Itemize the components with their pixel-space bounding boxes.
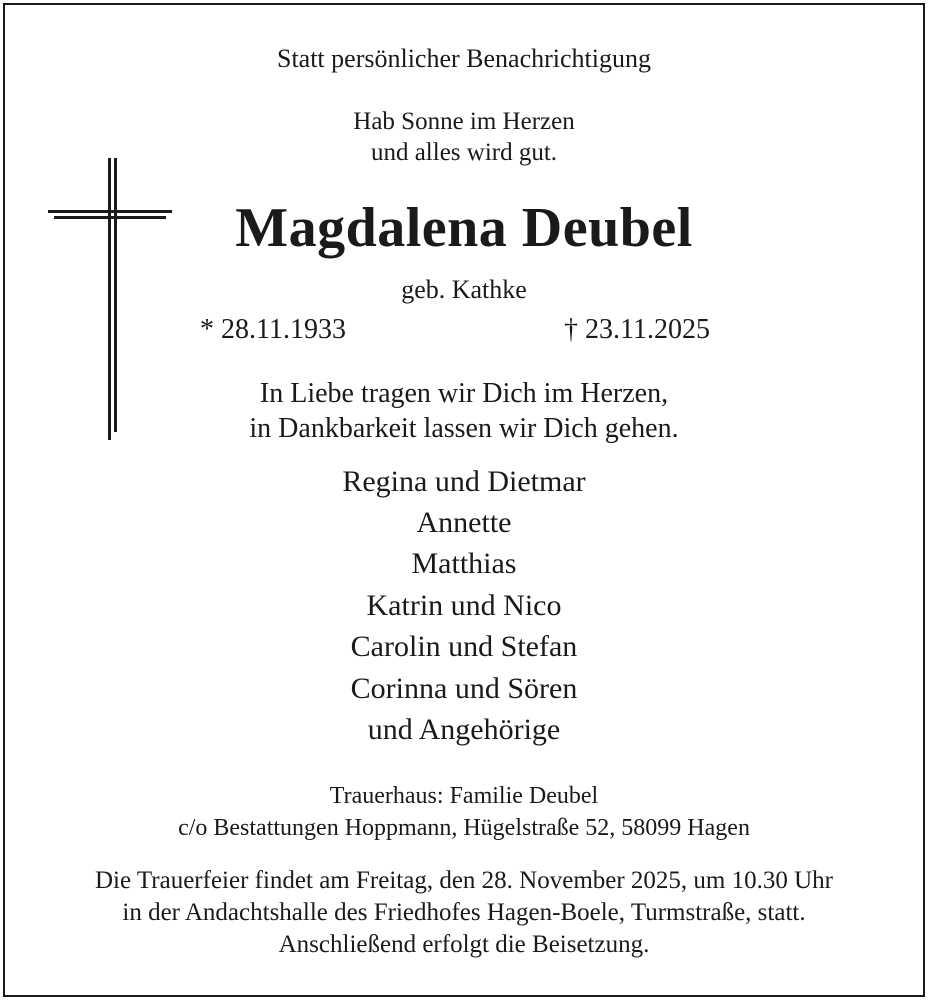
verse-line-1: In Liebe tragen wir Dich im Herzen, <box>259 378 669 409</box>
motto-line-2: und alles wird gut. <box>370 139 558 166</box>
mourner-name: Katrin und Nico <box>366 589 562 622</box>
service-line-2: in der Andachtshalle des Friedhofes Hagen-Boele, Turmstraße, statt. <box>122 899 806 926</box>
mourner-name: Regina und Dietmar <box>342 465 586 498</box>
deceased-name: Magdalena Deubel <box>235 197 693 259</box>
mourning-address-line: c/o Bestattungen Hoppmann, Hügelstraße 52, 58099 Hagen <box>178 815 750 841</box>
service-line-1: Die Trauerfeier findet am Freitag, den 28. November 2025, um 10.30 Uhr <box>94 867 834 894</box>
verse-line-2: in Dankbarkeit lassen wir Dich gehen. <box>249 413 679 444</box>
birth-date: * 28.11.1933 <box>200 314 346 345</box>
service-line-3: Anschließend erfolgt die Beisetzung. <box>278 931 650 958</box>
preface-text: Statt persönlicher Benachrichtigung <box>276 44 651 73</box>
mourner-name: Carolin und Stefan <box>350 630 578 663</box>
motto-line-1: Hab Sonne im Herzen <box>353 108 575 135</box>
death-date: † 23.11.2025 <box>564 314 710 345</box>
mourner-name: Annette <box>416 506 512 539</box>
mourner-name: Matthias <box>411 547 517 580</box>
mourning-house-line: Trauerhaus: Familie Deubel <box>329 783 599 809</box>
mourner-name: Corinna und Sören <box>350 672 578 705</box>
mourner-name: und Angehörige <box>367 713 561 746</box>
birth-name: geb. Kathke <box>401 275 527 304</box>
